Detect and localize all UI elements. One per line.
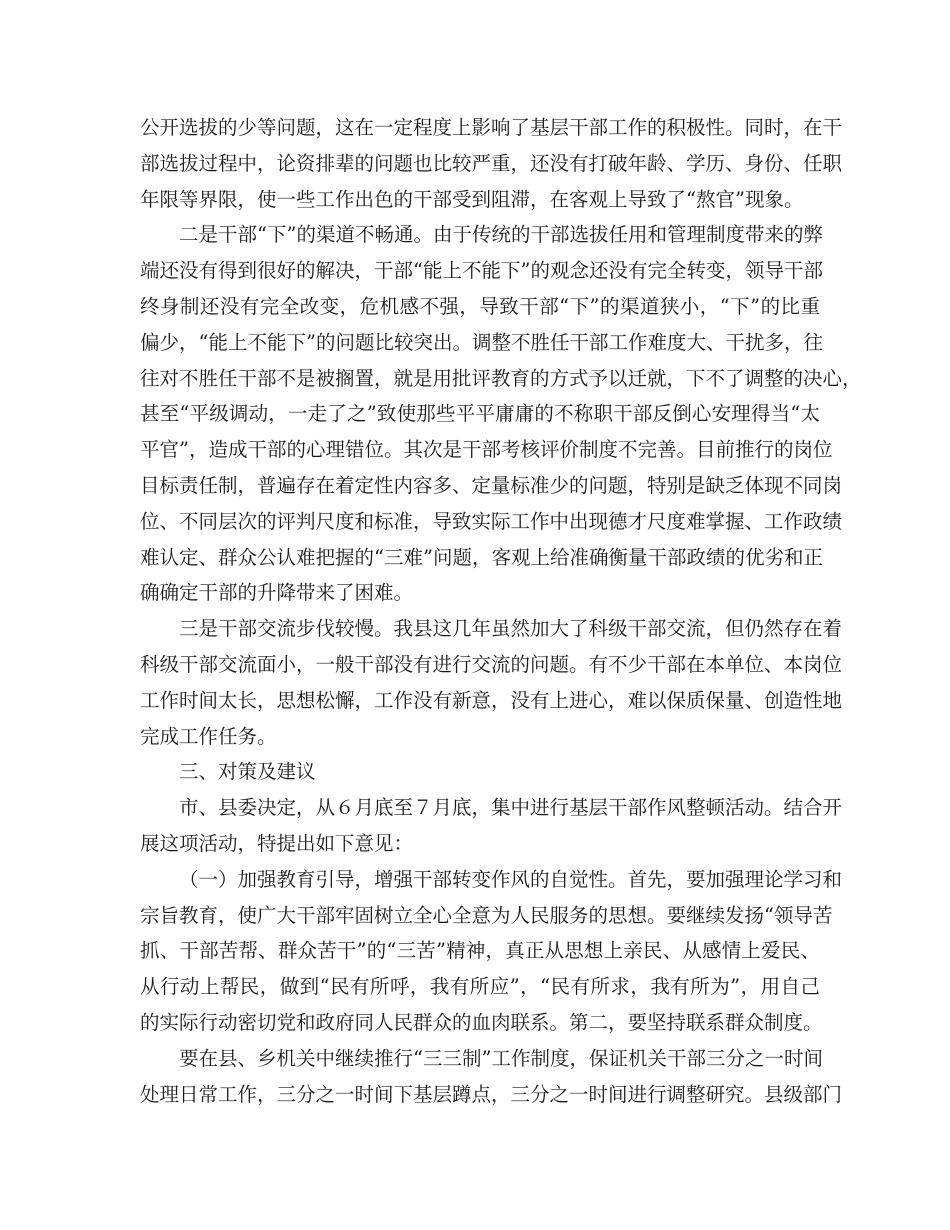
text-line: 市、县委决定，从６月底至７月底，集中进行基层干部作风整顿活动。结合开 [179, 796, 843, 820]
text-line: 端还没有得到很好的解决，干部“能上不能下”的观念还没有完全转变，领导干部 [140, 259, 823, 283]
text-line: 目标责任制，普遍存在着定性内容多、定量标准少的问题，特别是缺乏体现不同岗 [140, 473, 843, 497]
text-line: 从行动上帮民，做到“民有所呼，我有所应”，“民有所求，我有所为”，用自己 [140, 975, 820, 999]
text-line: 工作时间太长，思想松懈，工作没有新意，没有上进心，难以保质保量、创造性地 [140, 688, 843, 712]
document-body [140, 110, 862, 1112]
text-line: （一）加强教育引导，增强干部转变作风的自觉性。首先，要加强理论学习和 [179, 867, 843, 891]
text-line: 终身制还没有完全改变，危机感不强，导致干部“下”的渠道狭小，“下”的比重 [140, 294, 820, 318]
text-line: 要在县、乡机关中继续推行“三三制”工作制度，保证机关干部三分之一时间 [179, 1046, 823, 1070]
text-line: 三、对策及建议 [179, 760, 316, 784]
text-line: 处理日常工作，三分之一时间下基层蹲点，三分之一时间进行调整研究。县级部门 [140, 1082, 843, 1106]
text-line: 甚至“平级调动，一走了之”致使那些平平庸庸的不称职干部反倒心安理得当“太 [140, 402, 820, 426]
text-line: 二是干部“下”的渠道不畅通。由于传统的干部选拔任用和管理制度带来的弊 [179, 223, 823, 247]
text-line: 公开选拔的少等问题，这在一定程度上影响了基层干部工作的积极性。同时，在干 [140, 116, 843, 139]
text-line: 确确定干部的升降带来了困难。 [140, 581, 414, 605]
text-line: 展这项活动，特提出如下意见： [140, 831, 414, 855]
text-line: 平官”，造成干部的心理错位。其次是干部考核评价制度不完善。目前推行的岗位 [140, 438, 833, 462]
text-line: 偏少，“能上不能下”的问题比较突出。调整不胜任干部工作难度大、干扰多，往 [140, 330, 823, 354]
text-line: 宗旨教育，使广大干部牢固树立全心全意为人民服务的思想。要继续发扬“领导苦 [140, 903, 833, 927]
text-line: 三是干部交流步伐较慢。我县这几年虽然加大了科级干部交流，但仍然存在着 [179, 617, 843, 641]
text-line: 难认定、群众公认难把握的“三难”问题，客观上给准确衡量干部政绩的优劣和正 [140, 545, 823, 569]
text-line: 完成工作任务。 [140, 724, 277, 748]
text-line: 部选拔过程中，论资排辈的问题也比较严重，还没有打破年龄、学历、身份、任职 [140, 151, 843, 175]
text-line: 年限等界限，使一些工作出色的干部受到阻滞，在客观上导致了“熬官”现象。 [140, 187, 804, 211]
text-line: 抓、干部苦帮、群众苦干”的“三苦”精神，真正从思想上亲民、从感情上爱民、 [140, 939, 820, 963]
text-line: 的实际行动密切党和政府同人民群众的血肉联系。第二，要坚持联系群众制度。 [140, 1010, 823, 1034]
text-line: 位、不同层次的评判尺度和标准，导致实际工作中出现德才尺度难掌握、工作政绩 [140, 509, 843, 533]
text-line: 科级干部交流面小，一般干部没有进行交流的问题。有不少干部在本单位、本岗位 [140, 652, 843, 676]
text-line: 往对不胜任干部不是被搁置，就是用批评教育的方式予以迁就，下不了调整的决心， [140, 366, 862, 390]
